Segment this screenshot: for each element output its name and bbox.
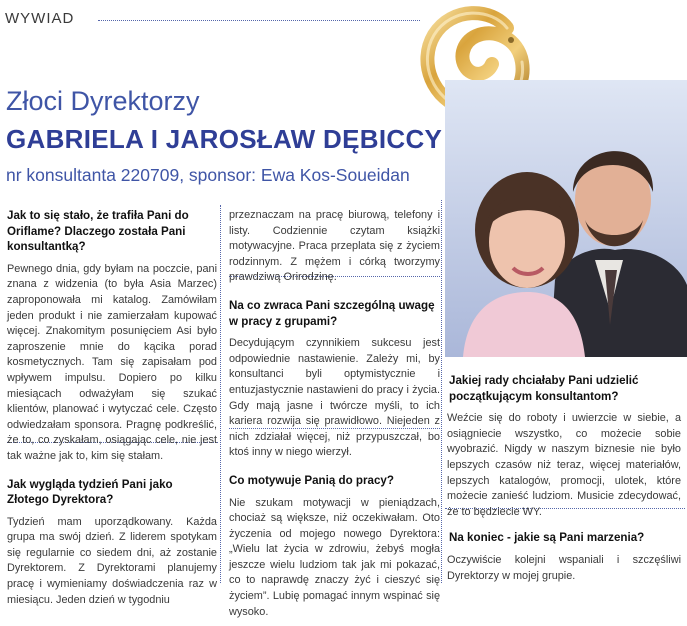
answer-paragraph: Weźcie się do roboty i uwierzcie w siebie, a osiągniecie wszystko, co możecie sobie wyobrazić. Nigdy w naszym biznesie nie było lepszych czasów niż teraz, więcej materiałów, lepszych katalogów, promocji, ulotek, które możecie zanieść ludziom. Musicie zdecydować, że to będziecie WY.	[447, 412, 681, 518]
question-heading: Co motywuje Panią do pracy?	[229, 473, 394, 487]
answer-paragraph: Oczywiście kolejni wspaniali i szczęśliwi Dyrektorzy w mojej grupie.	[447, 553, 681, 582]
question-heading: Na koniec - jakie są Pani marzenia?	[449, 531, 645, 545]
answer-paragraph: Tydzień mam uporządkowany. Każda grupa ma swój dzień. Z liderem spotykam się regularnie co siedem dni, aż zostanie Dyrektorem. Z Dyrektorami planujemy pracę i wymieniamy doświadczenia raz w miesiącu. Jeden dzień w tygodniu	[7, 515, 217, 606]
answer-paragraph: Nie szukam motywacji w pieniądzach, chociaż są większe, niż oczekiwałam. Oto życzenia od mojego nowego Dyrektora: „Wielu lat życia w zdrowiu, żebyś mogła jeszcze wielu ludziom tak jak mi pokazać, co to naprawdę znaczy żyć i cieszyć się życiem”. Lubię pomagać innym wspinać się wysoko.	[229, 496, 440, 618]
column-divider	[220, 205, 221, 583]
answer-paragraph: Pewnego dnia, gdy byłam na poczcie, pani znana z widzenia (to była Asia Marzec) zaproponowała mi katalog. Zamówiłam jeden produkt i nie zamierzałam kupować więcej. Znakomitym posunięciem Asi było zaproszenie mnie do kącika porad kosmetycznych. Tam się zapisałam pod wpływem impulsu. Dopiero po kilku miesiącach odważyłam się szukać klientów, planować i wytyczać cele. Często odwiedzałam sponsora. Pragnę podkreślić, że to, co zyskałam, osiągając cele, nie jest tak ważne jak to, kim się stałam.	[7, 262, 217, 462]
article-column-1	[7, 208, 217, 614]
answer-paragraph: Decydującym czynnikiem sukcesu jest odpowiednie nastawienie. Zależy mi, by konsultanci byli optymistycznie i entuzjastycznie nastawieni do pracy i życia. Gdy mają jasne i twórcze myśli, to ich kariera rozwija się prawidłowo. Niejeden z nich zdziałał więcej, niż przypuszczał, bo ktoś inny w niego wierzył.	[229, 337, 440, 459]
article-column-2	[229, 208, 440, 626]
consultant-subtitle: nr konsultanta 220709, sponsor: Ewa Kos-Soueidan	[6, 165, 410, 185]
article-column-3	[447, 373, 681, 590]
article-names-title: GABRIELA I JAROSŁAW DĘBICCY	[6, 124, 443, 154]
question-heading: Na co zwraca Pani szczególną uwagę w pracy z grupami?	[229, 298, 435, 328]
section-label: WYWIAD	[5, 10, 75, 27]
couple-photo	[445, 80, 687, 357]
question-heading: Jakiej rady chciałaby Pani udzielić początkującym konsultantom?	[449, 374, 639, 403]
question-heading: Jak to się stało, że trafiła Pani do Oriflame? Dlaczego została Pani konsultantką?	[7, 209, 189, 254]
header-divider	[98, 20, 420, 21]
column-divider	[441, 200, 442, 583]
article-title: Złoci Dyrektorzy	[6, 86, 200, 116]
question-heading: Jak wygląda tydzień Pani jako Złotego Dyrektora?	[7, 477, 173, 507]
answer-paragraph: przeznaczam na pracę biurową, telefony i listy. Codziennie czytam książki motywacyjne. Praca przeplata się z życiem rodzinnym. Z mężem i córką tworzymy prawdziwą Orirodzinę.	[229, 209, 440, 284]
